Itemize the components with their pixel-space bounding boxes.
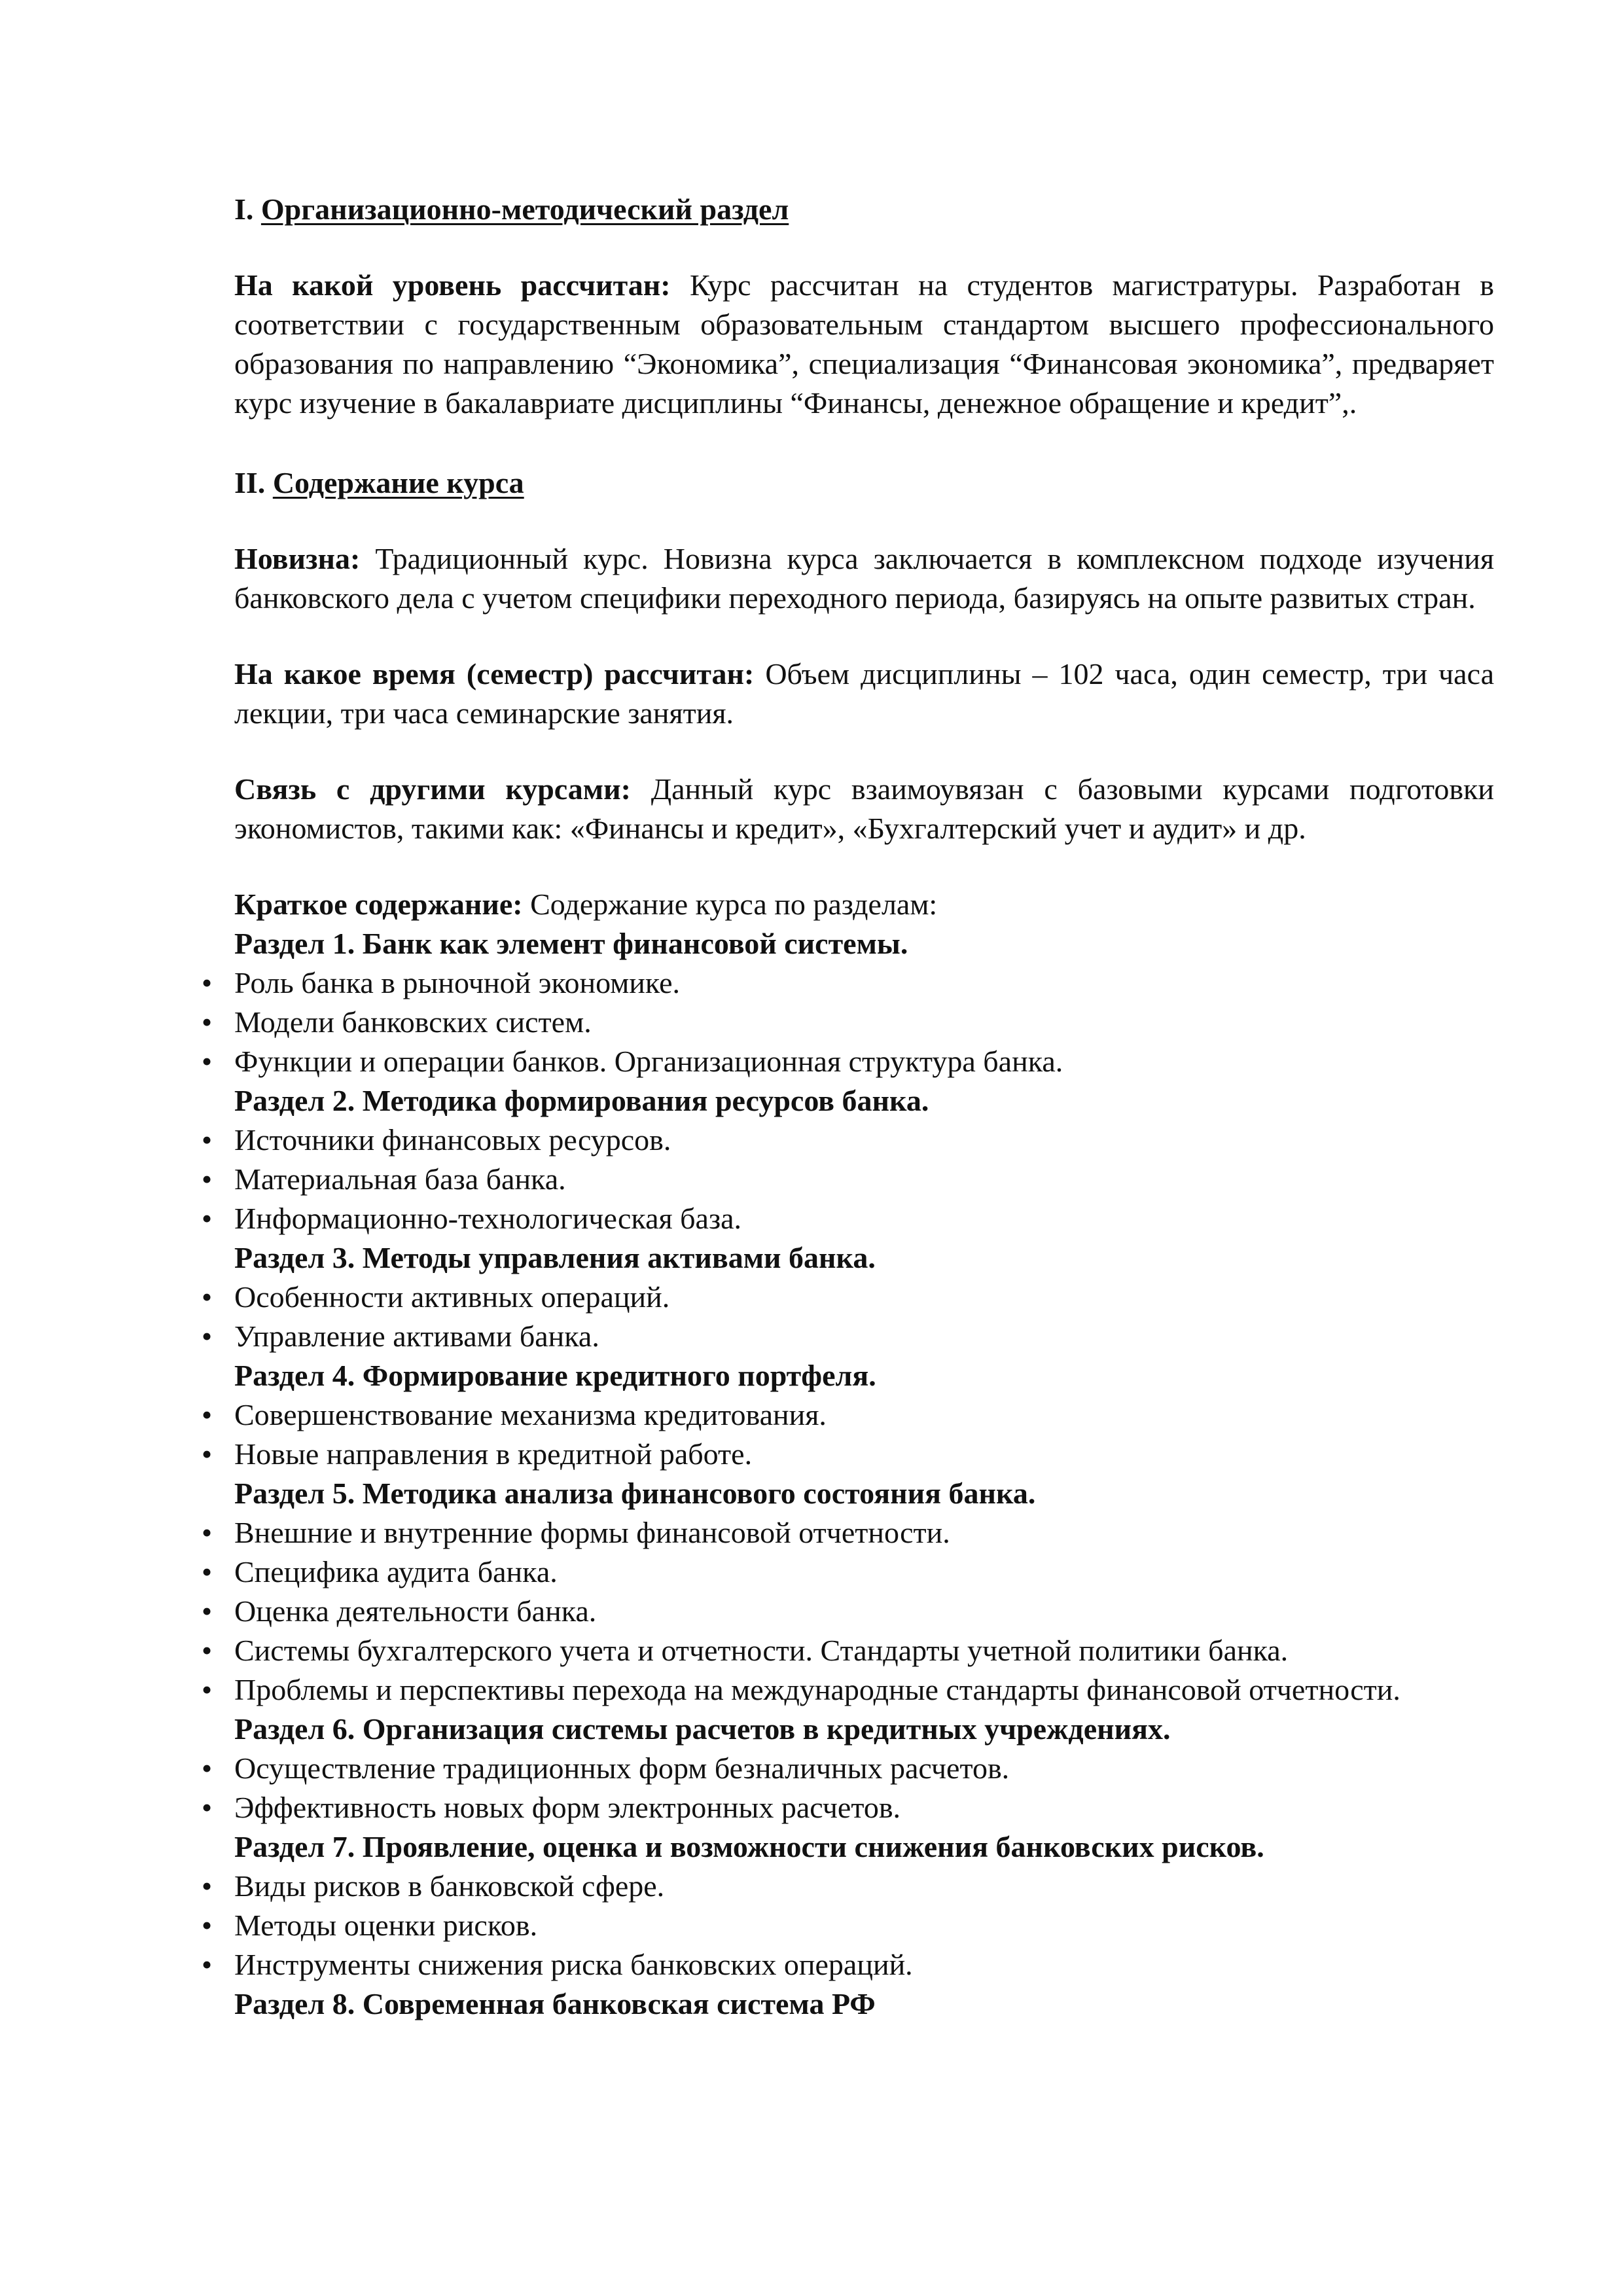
- list-item: [201, 1003, 1494, 1042]
- course-section-item-list: [201, 1121, 1494, 1238]
- bullet-icon: •: [201, 1398, 213, 1431]
- bullet-icon: •: [201, 1909, 213, 1942]
- list-item: [201, 1867, 1494, 1906]
- list-item: [201, 1435, 1494, 1474]
- list-item: [201, 1160, 1494, 1199]
- course-section-title: Раздел 7. Проявление, оценка и возможности снижения банковских рисков.: [234, 1830, 1264, 1863]
- course-section-item-list: [201, 1278, 1494, 1356]
- list-item-text: Виды рисков в банковской сфере.: [234, 1869, 665, 1903]
- list-item-text: Функции и операции банков. Организационная структура банка.: [234, 1045, 1063, 1078]
- list-item: [201, 1395, 1494, 1435]
- section-heading-1-title: Организационно-методический раздел: [260, 192, 789, 226]
- level-label: На какой уровень рассчитан:: [234, 268, 671, 302]
- list-item-text: Особенности активных операций.: [234, 1280, 670, 1314]
- document-page: [201, 190, 1495, 2024]
- list-item: [201, 1592, 1494, 1631]
- list-item-text: Совершенствование механизма кредитования.: [234, 1398, 827, 1431]
- bullet-icon: •: [201, 1319, 213, 1353]
- course-section-item-list: [201, 1395, 1494, 1474]
- level-text: Курс рассчитан на студентов магистратуры. Разработан в соответствии с государственным образовательным стандартом высшего профессионального образования по направлению “Экономика”, специализация “Финансовая экономика”, предваряет курс изучение в бакалавриате дисциплины “Финансы, денежное обращение и кредит”,.: [234, 268, 1495, 420]
- list-item: [201, 1199, 1494, 1238]
- list-item: [201, 1552, 1494, 1592]
- bullet-icon: •: [201, 1948, 213, 1981]
- bullet-icon: •: [201, 1005, 213, 1039]
- list-item: [201, 1788, 1494, 1827]
- bullet-icon: •: [201, 1555, 213, 1588]
- course-section-title: Раздел 5. Методика анализа финансового состояния банка.: [234, 1477, 1036, 1510]
- links-label: Связь с другими курсами:: [234, 772, 631, 806]
- novelty-text: Традиционный курс. Новизна курса заключается в комплексном подходе изучения банковского дела с учетом специфики переходного периода, базируясь на опыте развитых стран.: [234, 542, 1495, 615]
- list-item-text: Модели банковских систем.: [234, 1005, 592, 1039]
- summary-text: Содержание курса по разделам:: [530, 888, 938, 921]
- list-item-text: Роль банка в рыночной экономике.: [234, 966, 681, 999]
- bullet-icon: •: [201, 1516, 213, 1549]
- bullet-icon: •: [201, 1162, 213, 1196]
- course-section-title: Раздел 1. Банк как элемент финансовой системы.: [234, 927, 908, 960]
- bullet-icon: •: [201, 1791, 213, 1824]
- list-item: [201, 1317, 1494, 1356]
- bullet-icon: •: [201, 1202, 213, 1235]
- list-item-text: Специфика аудита банка.: [234, 1555, 558, 1588]
- novelty-label: Новизна:: [234, 542, 361, 575]
- list-item-text: Материальная база банка.: [234, 1162, 566, 1196]
- course-section-item-list: [201, 1867, 1494, 1984]
- bullet-icon: •: [201, 1673, 213, 1706]
- list-item-text: Системы бухгалтерского учета и отчетности. Стандарты учетной политики банка.: [234, 1634, 1289, 1667]
- list-item-text: Источники финансовых ресурсов.: [234, 1123, 671, 1157]
- duration-label: На какое время (семестр) рассчитан:: [234, 657, 755, 691]
- bullet-icon: •: [201, 966, 213, 999]
- course-section-title: Раздел 4. Формирование кредитного портфеля.: [234, 1359, 876, 1392]
- section-heading-1: [234, 190, 1494, 229]
- list-item-text: Внешние и внутренние формы финансовой отчетности.: [234, 1516, 950, 1549]
- bullet-icon: •: [201, 1280, 213, 1314]
- list-item: [201, 1670, 1494, 1710]
- list-item: [201, 1513, 1494, 1552]
- summary-label: Краткое содержание:: [234, 888, 523, 921]
- course-section-item-list: [201, 1749, 1494, 1827]
- list-item-text: Методы оценки рисков.: [234, 1909, 538, 1942]
- list-item-text: Управление активами банка.: [234, 1319, 599, 1353]
- links-paragraph: [234, 770, 1494, 848]
- list-item: [201, 1278, 1494, 1317]
- course-sections: [201, 924, 1494, 2024]
- section-heading-2-title: Содержание курса: [272, 466, 524, 499]
- bullet-icon: •: [201, 1594, 213, 1628]
- course-section-title: Раздел 3. Методы управления активами банка.: [234, 1241, 876, 1274]
- list-item: [201, 1042, 1494, 1081]
- list-item: [201, 963, 1494, 1003]
- list-item-text: Новые направления в кредитной работе.: [234, 1437, 753, 1471]
- list-item: [201, 1945, 1494, 1984]
- bullet-icon: •: [201, 1437, 213, 1471]
- list-item-text: Оценка деятельности банка.: [234, 1594, 597, 1628]
- bullet-icon: •: [201, 1123, 213, 1157]
- list-item-text: Осуществление традиционных форм безналичных расчетов.: [234, 1751, 1010, 1785]
- bullet-icon: •: [201, 1634, 213, 1667]
- bullet-icon: •: [201, 1751, 213, 1785]
- course-section-title: Раздел 6. Организация системы расчетов в кредитных учреждениях.: [234, 1712, 1171, 1746]
- course-section-title: Раздел 2. Методика формирования ресурсов банка.: [234, 1084, 929, 1117]
- list-item-text: Проблемы и перспективы перехода на международные стандарты финансовой отчетности.: [234, 1673, 1400, 1706]
- list-item: [201, 1906, 1494, 1945]
- course-section-title: Раздел 8. Современная банковская система РФ: [234, 1987, 876, 2020]
- course-section-item-list: [201, 1513, 1494, 1710]
- novelty-paragraph: [234, 539, 1494, 618]
- section-heading-1-number: I.: [234, 192, 254, 226]
- summary-paragraph: [234, 885, 1494, 924]
- list-item: [201, 1121, 1494, 1160]
- duration-text: Объем дисциплины – 102 часа, один семестр, три часа лекции, три часа семинарские занятия.: [234, 657, 1494, 730]
- duration-paragraph: [234, 655, 1494, 733]
- list-item-text: Информационно-технологическая база.: [234, 1202, 742, 1235]
- bullet-icon: •: [201, 1045, 213, 1078]
- list-item: [201, 1749, 1494, 1788]
- list-item: [201, 1631, 1494, 1670]
- section-heading-2: [234, 463, 1494, 503]
- list-item-text: Инструменты снижения риска банковских операций.: [234, 1948, 913, 1981]
- bullet-icon: •: [201, 1869, 213, 1903]
- links-text: Данный курс взаимоувязан с базовыми курсами подготовки экономистов, такими как: «Финансы и кредит», «Бухгалтерский учет и аудит» и др.: [234, 772, 1495, 845]
- section-heading-2-number: II.: [234, 466, 266, 499]
- level-paragraph: [234, 266, 1494, 423]
- list-item-text: Эффективность новых форм электронных расчетов.: [234, 1791, 901, 1824]
- course-section-item-list: [201, 963, 1494, 1081]
